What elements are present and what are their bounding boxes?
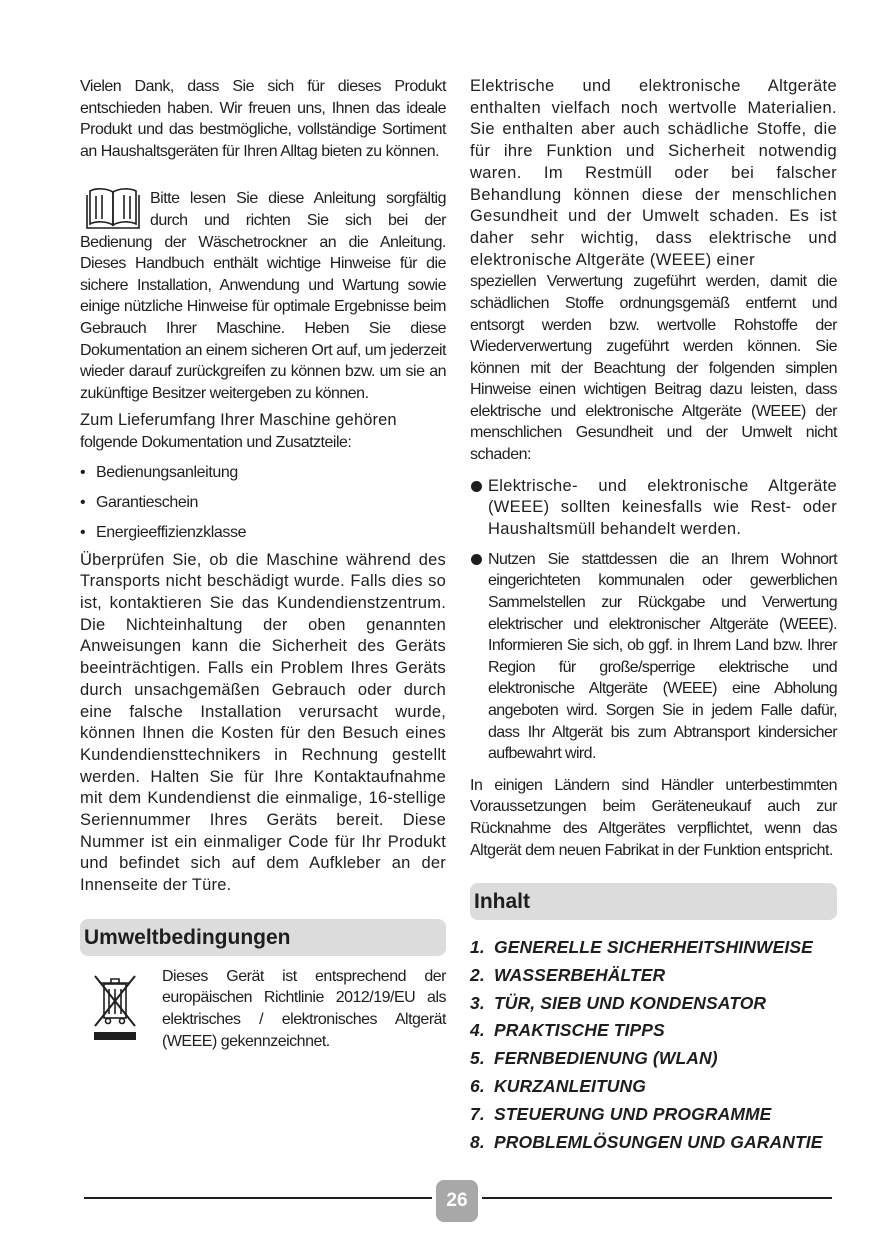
transport-check-paragraph: Überprüfen Sie, ob die Maschine während des Transports nicht beschädigt wurde. Falls dies so ist, kontaktieren Sie das Kundendienstzentrum. Die Nichteinhaltung der oben genannten Anweisungen kann die Sicherheit des Geräts beeinträchtigen. Falls ein Problem Ihres Geräts durch unsachgemäßen Gebrauch oder durch eine falsche Installation verursacht wurde, können Ihnen die Kosten für den Besuch eines Kundendiensttechnikers in Rechnung gestellt werden. Halten Sie für Ihre Kontaktaufnahme mit dem Kundendienst die einmalige, 16-stellige Seriennummer Ihres Geräts bereit. Diese Nummer ist ein einmaliger Code für Ihr Produkt und befindet sich auf dem Aufkleber an der Innenseite der Türe. (80, 550, 446, 895)
weee-bullet-2: Nutzen Sie stattdessen die an Ihrem Wohnort eingerichteten kommunalen oder gewerblichen Sammelstellen zur Rückgabe und Verwertung elektrischer und elektronischer Altgeräte (WEEE). Informieren Sie sich, ob ggf. in Ihrem Land bzw. Ihrer Region für große/sperrige elektrische und elektronische Altgeräte (WEEE) eine Abholung angeboten wird. Sorgen Sie in jedem Falle dafür, dass Ihr Altgerät bis zum Abtransport kindersicher aufbewahrt wird. (470, 549, 837, 765)
scope-lead-line-2: folgende Dokumentation und Zusatzteile: (80, 434, 352, 452)
toc-item[interactable]: 6. KURZANLEITUNG (470, 1076, 646, 1097)
table-of-contents (470, 934, 837, 1156)
scope-lead-line-1: Zum Lieferumfang Ihrer Maschine gehören (80, 411, 397, 430)
left-column (80, 76, 446, 1052)
weee-intro-part-2: speziellen Verwertung zugeführt werden, damit die schädlichen Stoffe ordnungsgemäß entfernt und entsorgt werden bzw. wertvolle Rohstoffe der Wiederverwertung zugeführt werden können. Sie können mit der Beachtung der folgenden simplen Hinweise einen wichtigen Beitrag dazu leisten, dass elektrische und elektronische Altgeräte (WEEE) der menschlichen Gesundheit und der Umwelt nicht schaden: (470, 273, 837, 464)
list-item: • Garantieschein (80, 493, 199, 511)
read-instructions-text: Bitte lesen Sie diese Anleitung sorgfältig durch und richten Sie sich bei der Bedienung der Wäschetrockner an die Anleitung. Dieses Handbuch enthält wichtige Hinweise für die sichere Installation, Anwendung und Wartung sowie einige nützliche Hinweise für optimale Ergebnisse beim Gebrauch Ihrer Maschine. Heben Sie diese Dokumentation an einem sicheren Ort auf, um jederzeit wieder darauf zurückgreifen zu können bzw. um sie an zukünftige Besitzer weitergeben zu können. (80, 190, 446, 402)
weee-intro-part-1: Elektrische und elektronische Altgeräte enthalten vielfach noch wertvolle Materialien. Sie enthalten aber auch schädliche Stoffe, die für ihre Funktion und Sicherheit notwendig waren. Im Restmüll oder bei falscher Behandlung können diese der menschlichen Gesundheit und der Umwelt schaden. Es ist daher sehr wichtig, dass elektrische und elektronische Altgeräte (WEEE) einer (470, 77, 837, 269)
toc-item[interactable]: 3. TÜR, SIEB UND KONDENSATOR (470, 992, 767, 1013)
book-icon (86, 186, 140, 230)
toc-item[interactable]: 5. FERNBEDIENUNG (WLAN) (470, 1048, 718, 1069)
footer-divider-left (84, 1197, 432, 1199)
scope-list (80, 458, 446, 548)
intro-paragraph: Vielen Dank, dass Sie sich für dieses Produkt entschieden haben. Wir freuen uns, Ihnen das ideale Produkt und das bestmögliche, vollständige Sortiment an Haushaltsgeräten für Ihren Alltag bieten zu können. (80, 78, 446, 160)
toc-item[interactable]: 2. WASSERBEHÄLTER (470, 964, 666, 985)
footer-divider-right (482, 1197, 832, 1199)
toc-item[interactable]: 1. GENERELLE SICHERHEITSHINWEISE (470, 937, 813, 958)
toc-item[interactable]: 4. PRAKTISCHE TIPPS (470, 1020, 665, 1041)
env-heading: Umweltbedingungen (80, 919, 446, 956)
weee-bullet-1: Elektrische- und elektronische Altgeräte (WEEE) sollten keinesfalls wie Rest- oder Haushaltsmüll behandelt werden. (470, 476, 837, 541)
dealer-return-paragraph: In einigen Ländern sind Händler unterbestimmten Voraussetzungen beim Geräteneukauf auch zur Rücknahme des Altgerätes verpflichtet, wenn das Altgerät dem neuen Fabrikat in der Funktion entspricht. (470, 776, 837, 859)
list-item: • Energieeffizienzklasse (80, 523, 247, 541)
bullet-dot (471, 481, 482, 492)
weee-marking-block (80, 966, 446, 1052)
read-instructions-block (80, 188, 446, 404)
right-column (470, 76, 837, 1156)
weee-marking-text: Dieses Gerät ist entsprechend der europäischen Richtlinie 2012/19/EU als elektrisches / elektronisches Altgerät (WEEE) gekennzeichnet. (162, 967, 446, 1050)
bullet-dot (471, 554, 482, 565)
contents-heading: Inhalt (470, 883, 837, 920)
page-number: 26 (436, 1180, 478, 1222)
crossed-out-bin-icon (92, 970, 138, 1042)
toc-item[interactable]: 7. STEUERUNG UND PROGRAMME (470, 1103, 772, 1124)
list-item: • Bedienungsanleitung (80, 463, 238, 481)
toc-item[interactable]: 8. PROBLEMLÖSUNGEN UND GARANTIE (470, 1131, 823, 1152)
